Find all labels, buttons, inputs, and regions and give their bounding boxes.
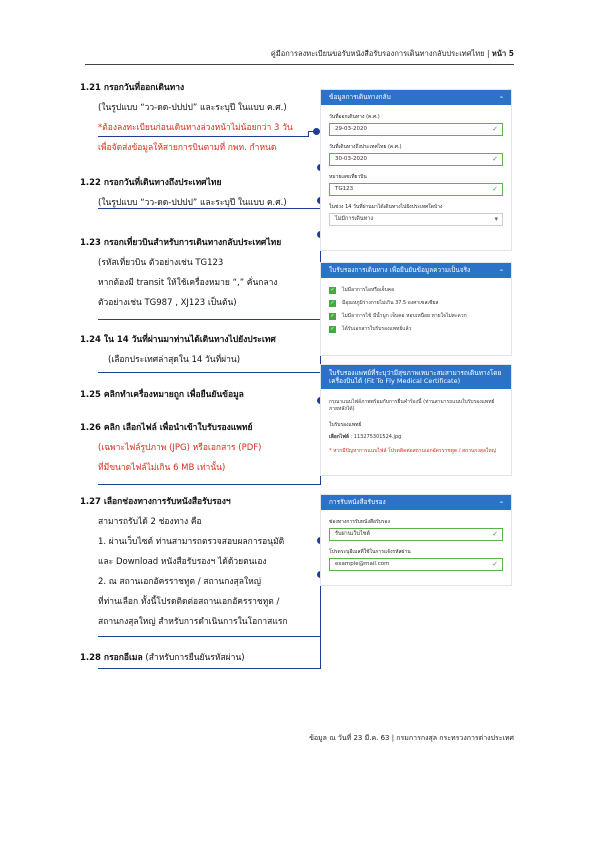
check-icon: ✓ <box>492 560 498 568</box>
check-icon: ✓ <box>492 155 498 163</box>
step-1-23 <box>80 233 335 313</box>
field-label: ใบรับรองแพทย์ <box>329 422 362 428</box>
step-title: 1.28 กรอกอีเมล <box>80 653 143 663</box>
delivery-method-field <box>329 518 503 541</box>
step-1-25 <box>80 385 335 405</box>
email-input[interactable] <box>329 558 503 571</box>
header-title: คู่มือการลงทะเบียนขอรับหนังสือรับรองการเดินทางกลับประเทศไทย <box>270 49 485 58</box>
choose-file-button[interactable]: เลือกไฟล์ <box>329 434 349 440</box>
checkbox-item[interactable] <box>329 286 503 294</box>
panel-description: กรุณาแนบไฟล์ภาพพร้อมกับการยื่นคำร้องนี้ (ท่านสามารถแนบใบรับรองแพทย์ภายหลังได้) <box>329 399 495 412</box>
arrival-date-field <box>329 143 503 166</box>
checkbox-label: มีอุณหภูมิร่างกายไม่เกิน 37.5 องศาเซลเซียส <box>342 300 439 306</box>
step-title: 1.27 เลือกช่องทางการรับหนังสือรับรองฯ <box>80 497 231 507</box>
step-title: 1.26 คลิก เลือกไฟล์ เพื่อนำเข้าใบรับรองแพทย์ <box>80 423 253 433</box>
connector-line <box>98 668 320 669</box>
panel-title: ข้อมูลการเดินทางกลับ <box>329 93 391 101</box>
checkbox-label: ได้รับเอกสารใบรับรองแพทย์แล้ว <box>342 326 412 332</box>
connector-line <box>98 208 320 209</box>
field-value: ไม่มีการเดินทาง <box>335 216 374 222</box>
field-label: วันที่ออกเดินทาง (ค.ศ.) <box>329 114 380 120</box>
email-field <box>329 548 503 571</box>
field-value: TG123 <box>335 186 354 192</box>
country-field <box>329 203 503 226</box>
checkbox-item[interactable] <box>329 312 503 320</box>
chevron-down-icon: ▾ <box>494 215 498 223</box>
header-divider <box>85 64 514 65</box>
step-text: (เลือกประเทศล่าสุดใน 14 วันที่ผ่าน) <box>108 355 241 365</box>
step-1-21 <box>80 78 335 158</box>
step-text: และ Download หนังสือรับรองฯ ได้ด้วยตนเอง <box>98 557 267 567</box>
field-value: 29-03-2020 <box>335 126 367 132</box>
step-title: 1.21 กรอกวันที่ออกเดินทาง <box>80 83 185 93</box>
step-1-27 <box>80 492 335 632</box>
step-warning: ที่มีขนาดไฟล์ไม่เกิน 6 MB เท่านั้น) <box>98 463 226 473</box>
connector-line <box>98 136 308 137</box>
file-field: ใบรับรองแพทย์ เลือกไฟล์ : 113275301524.jpg <box>329 421 503 441</box>
field-value: 30-03-2020 <box>335 156 367 162</box>
checkbox-item[interactable] <box>329 325 503 333</box>
header-page: หน้า 5 <box>491 49 514 58</box>
checkbox-checked-icon[interactable]: ✓ <box>330 325 335 332</box>
check-icon: ✓ <box>492 530 498 538</box>
step-text: (ในรูปแบบ “วว-ดด-ปปปป” และระบุปี ในแบบ ค.ศ.) <box>98 198 287 208</box>
step-text: สถานกงสุลใหญ่ สำหรับการดำเนินการในโอกาสแรก <box>98 617 288 627</box>
step-1-26 <box>80 418 335 478</box>
connector-line <box>98 319 320 320</box>
panel-title: ใบรับรองการเดินทาง เพื่อยืนยันข้อมูลความเป็นจริง <box>329 266 471 274</box>
connector-line <box>320 574 321 669</box>
checkbox-checked-icon[interactable]: ✓ <box>330 286 335 293</box>
field-label: โปรดระบุอีเมลที่ใช้ในการแจ้งรหัสผ่าน <box>329 549 411 555</box>
field-label: หมายเลขเที่ยวบิน <box>329 174 367 180</box>
collapse-button[interactable]: – <box>499 266 503 274</box>
step-title: 1.25 คลิกทำเครื่องหมายถูก เพื่อยืนยันข้อมูล <box>80 390 244 400</box>
page-footer: ข้อมูล ณ วันที่ 23 มี.ค. 63 | กรมการกงสุล กระทรวงการต่างประเทศ <box>309 734 514 742</box>
connector-dot <box>313 128 320 135</box>
panel-header <box>321 90 511 105</box>
field-label: ในช่วง 14 วันที่ผ่านมาได้เดินทางไปยังประเทศใดบ้าง <box>329 204 443 210</box>
step-text: (รหัสเที่ยวบิน ตัวอย่างเช่น TG123 <box>98 258 224 268</box>
departure-date-field <box>329 113 503 136</box>
step-text: 1. ผ่านเว็บไซต์ ท่านสามารถตรวจสอบผลการอนุมัติ <box>98 537 285 547</box>
collapse-button[interactable]: – <box>499 498 503 506</box>
step-text: (สำหรับการยืนยันรหัสผ่าน) <box>145 653 245 663</box>
confirmation-panel <box>320 262 512 356</box>
connector-line <box>98 484 320 485</box>
check-icon: ✓ <box>492 125 498 133</box>
checkbox-checked-icon[interactable]: ✓ <box>330 312 335 319</box>
step-warning: *ต้องลงทะเบียนก่อนเดินทางล่วงหน้าไม่น้อยกว่า 3 วัน <box>98 123 293 133</box>
collapse-button[interactable]: – <box>499 93 503 101</box>
panel-title: ใบรับรองแพทย์ที่ระบุว่ามีสุขภาพเหมาะสมสามารถเดินทางโดยเครื่องบินได้ (Fit To Fly Medical Certificate) <box>329 369 502 385</box>
step-1-24 <box>80 330 335 370</box>
step-text: สามารถรับได้ 2 ช่องทาง คือ <box>98 517 202 527</box>
step-title: 1.23 กรอกเที่ยวบินสำหรับการเดินทางกลับประเทศไทย <box>80 238 282 248</box>
flight-number-field <box>329 173 503 196</box>
step-title: 1.24 ใน 14 วันที่ผ่านมาท่านได้เดินทางไปยังประเทศ <box>80 335 276 345</box>
step-warning: (เฉพาะไฟล์รูปภาพ (JPG) หรือเอกสาร (PDF) <box>98 443 262 453</box>
step-text: หากต้องมี transit ให้ใช้เครื่องหมาย “,” คั่นกลาง <box>98 278 278 288</box>
step-text: ที่ท่านเลือก ทั้งนี้โปรดติดต่อสถานเอกอัครราชทูต / <box>98 597 280 607</box>
step-text: (ในรูปแบบ “วว-ดด-ปปปป” และระบุปี ในแบบ ค.ศ.) <box>98 103 287 113</box>
field-label: ช่องทางการรับหนังสือรับรอง <box>329 519 390 525</box>
step-text: ตัวอย่างเช่น TG987 , XJ123 เป็นต้น) <box>98 298 237 308</box>
panel-header <box>321 495 511 510</box>
step-text: 2. ณ สถานเอกอัครราชทูต / สถานกงสุลใหญ่ <box>98 577 261 587</box>
checkbox-label: ไม่มีอาการไอหรือเจ็บคอ <box>342 287 395 293</box>
panel-header <box>321 263 511 278</box>
travel-info-panel <box>320 89 512 251</box>
check-icon: ✓ <box>492 185 498 193</box>
step-title: 1.22 กรอกวันที่เดินทางถึงประเทศไทย <box>80 178 222 188</box>
step-1-22 <box>80 173 335 213</box>
upload-note: * หากมีปัญหาการแนบไฟล์ โปรดติดต่อสถานเอกอัครราชทูต / สถานกงสุลใหญ่ <box>329 448 496 454</box>
checkbox-label: ไม่มีอาการไข้ มีน้ำมูก เจ็บคอ หอบเหนื่อย หายใจไม่สะดวก <box>342 313 467 319</box>
departure-date-input[interactable] <box>329 123 503 136</box>
field-value: example@mail.com <box>335 561 390 567</box>
file-name: 113275301524.jpg <box>353 434 402 440</box>
medical-certificate-panel <box>320 364 512 476</box>
field-label: วันที่เดินทางถึงประเทศไทย (ค.ศ.) <box>329 144 402 150</box>
step-1-28 <box>80 648 335 668</box>
step-warning: เพื่อจัดส่งข้อมูลให้สายการบินตามที่ กพท. กำหนด <box>98 143 277 153</box>
connector-line <box>98 636 320 637</box>
arrival-date-input[interactable] <box>329 153 503 166</box>
connector-line <box>98 372 320 373</box>
certificate-delivery-panel <box>320 494 512 586</box>
checkbox-item[interactable] <box>329 299 503 307</box>
delivery-method-select[interactable] <box>329 528 503 541</box>
panel-header <box>321 365 511 389</box>
page-header: คู่มือการลงทะเบียนขอรับหนังสือรับรองการเดินทางกลับประเทศไทย | หน้า 5 <box>270 49 514 58</box>
panel-title: การรับหนังสือรับรอง <box>329 498 386 506</box>
country-select[interactable] <box>329 213 503 226</box>
flight-number-input[interactable] <box>329 183 503 196</box>
checkbox-checked-icon[interactable]: ✓ <box>330 299 335 306</box>
field-value: รับผ่านเว็บไซต์ <box>335 531 371 537</box>
